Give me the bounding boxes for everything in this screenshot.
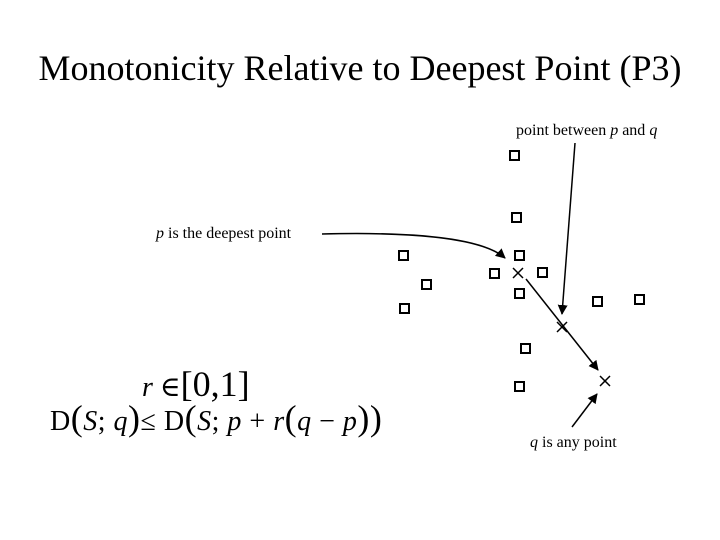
formula-in: ∈ (159, 372, 181, 403)
deepest-p: p (156, 225, 164, 242)
data-point (510, 151, 519, 160)
data-point (422, 280, 431, 289)
formula-r: r (142, 372, 153, 403)
deepest-text: is the deepest point (168, 225, 292, 242)
formula-D: D (50, 406, 71, 437)
data-point (400, 304, 409, 313)
between-label (516, 121, 657, 141)
formula-leq: ≤ (140, 406, 157, 437)
deepest-point-marker (513, 268, 523, 278)
any-label (530, 433, 617, 453)
between-and: and (622, 122, 646, 139)
segment-arrow (526, 279, 598, 370)
deepest-label (156, 224, 291, 244)
data-point (490, 269, 499, 278)
between-q: q (649, 122, 658, 139)
formula-line-2: D(S; q)≤ D(S; p + r(q − p)) (50, 398, 383, 438)
data-points (399, 151, 644, 391)
data-point (512, 213, 521, 222)
between-arrow (562, 143, 575, 314)
slide-title: Monotonicity Relative to Deepest Point (P3) (38, 48, 682, 88)
data-point (521, 344, 530, 353)
formula-interval: [0,1] (180, 364, 250, 404)
data-point (635, 295, 644, 304)
x-markers (513, 268, 610, 386)
any-text: is any point (542, 434, 617, 451)
data-point (515, 251, 524, 260)
data-point (399, 251, 408, 260)
data-point (593, 297, 602, 306)
deepest-arrow (322, 234, 505, 258)
between-p: p (610, 122, 619, 139)
data-point (515, 382, 524, 391)
data-point (515, 289, 524, 298)
any-point-marker (600, 376, 610, 386)
any-arrow (572, 394, 597, 427)
between-text: point between (516, 122, 607, 139)
any-q: q (530, 434, 538, 451)
data-point (538, 268, 547, 277)
